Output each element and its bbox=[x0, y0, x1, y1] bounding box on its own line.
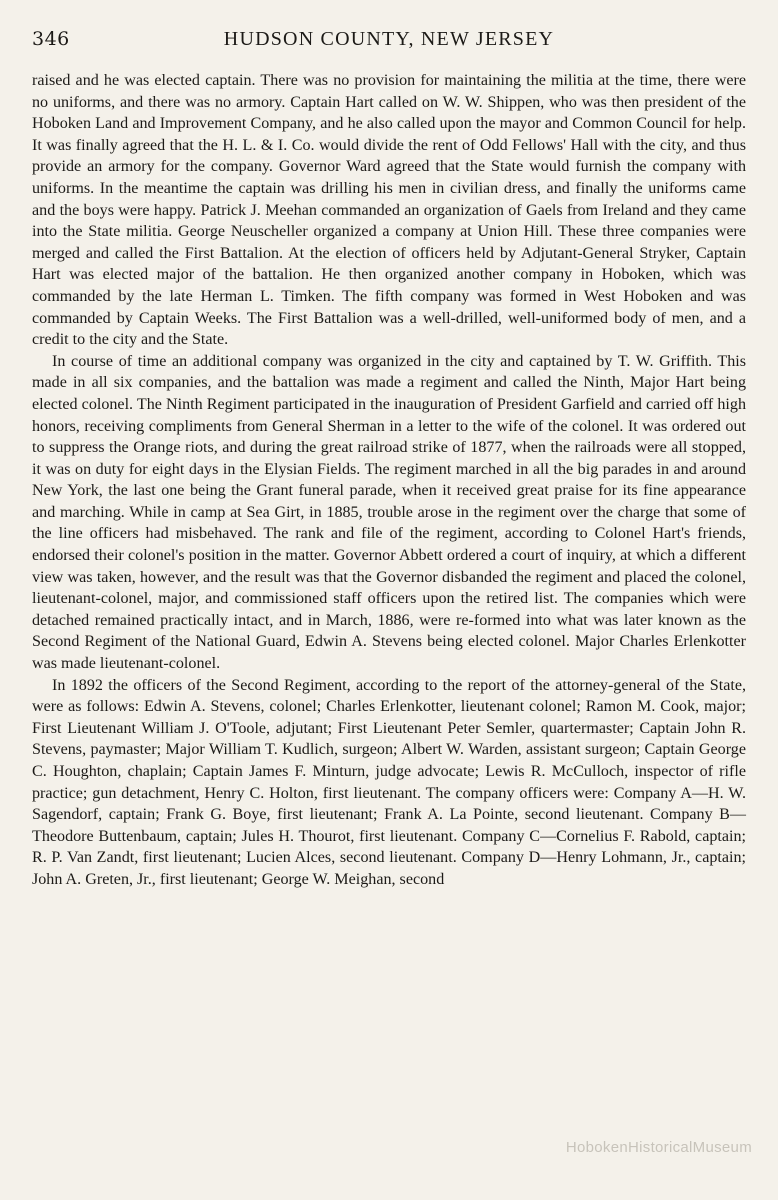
page-number: 346 bbox=[32, 28, 70, 50]
book-page bbox=[32, 26, 746, 891]
watermark: HobokenHistoricalMuseum bbox=[565, 1139, 752, 1156]
paragraph-2: In course of time an additional company was organized in the city and captained by T. W. Griffith. This made in all six companies, and the battalion was made a regiment and called the Ninth, Major Hart being elected colonel. The Ninth Regiment participated in the inauguration of President Garfield and carried off high honors, receiving compliments from General Sherman in a letter to the wife of the colonel. It was ordered out to suppress the Orange riots, and during the great railroad strike of 1877, when the railroads were all stopped, it was on duty for eight days in the Elysian Fields. The regiment marched in all the big parades in and around New York, the last one being the Grant funeral parade, when it received great praise for its fine appearance and marching. While in camp at Sea Girt, in 1885, trouble arose in the regiment over the charge that some of the line officers had misbehaved. The rank and file of the regiment, according to Colonel Hart's friends, endorsed their colonel's position in the matter. Governor Abbett ordered a court of inquiry, at which a different view was taken, however, and the result was that the Governor disbanded the regiment and placed the colonel, lieutenant-colonel, major, and commissioned staff officers upon the retired list. The companies which were detached remained practically intact, and in March, 1886, were re-formed into what was later known as the Second Regiment of the National Guard, Edwin A. Stevens being elected colonel. Major Charles Erlenkotter was made lieutenant-colonel. bbox=[32, 352, 746, 673]
paragraph-3: In 1892 the officers of the Second Regiment, according to the report of the attorney-general of the State, were as follows: Edwin A. Stevens, colonel; Charles Erlenkotter, lieutenant colonel; Ramon M. Cook, major; First Lieutenant William J. O'Toole, adjutant; First Lieutenant Peter Semler, quartermaster; Captain John R. Stevens, paymaster; Major William T. Kudlich, surgeon; Albert W. Warden, assistant surgeon; Captain George C. Houghton, chaplain; Captain James F. Minturn, judge advocate; Lewis R. McCulloch, inspector of rifle practice; gun detachment, Henry C. Holton, first lieutenant. The company officers were: Company A—H. W. Sagendorf, captain; Frank G. Boye, first lieutenant; Frank A. La Pointe, second lieutenant. Company B—Theodore Buttenbaum, captain; Jules H. Thourot, first lieutenant. Company C—Cornelius F. Rabold, captain; R. P. Van Zandt, first lieutenant; Lucien Alces, second lieutenant. Company D—Henry Lohmann, Jr., captain; John A. Greten, Jr., first lieutenant; George W. Meighan, second bbox=[32, 676, 746, 888]
paragraph-1: raised and he was elected captain. There was no provision for maintaining the militia at the time, there were no uniforms, and there was no armory. Captain Hart called on W. W. Shippen, who was then president of the Hoboken Land and Improvement Company, and he also called upon the mayor and Common Council for help. It was finally agreed that the H. L. & I. Co. would divide the rent of Odd Fellows' Hall with the city, and thus provide an armory for the company. Governor Ward agreed that the State would furnish the company with uniforms. In the meantime the captain was drilling his men in civilian dress, and finally the uniforms came and the boys were happy. Patrick J. Meehan commanded an organization of Gaels from Ireland and they came into the State militia. George Neuscheller organized a company at Union Hill. These three companies were merged and called the First Battalion. At the election of officers held by Adjutant-General Stryker, Captain Hart was elected major of the battalion. He then organized another company in Hoboken, which was commanded by the late Herman L. Timken. The fifth company was formed in West Hoboken and was commanded by Captain Weeks. The First Battalion was a well-drilled, well-uniformed body of men, and a credit to the city and the State. bbox=[32, 72, 746, 349]
page-header bbox=[32, 26, 746, 66]
running-title: HUDSON COUNTY, NEW JERSEY bbox=[223, 28, 555, 50]
body-text bbox=[32, 70, 746, 891]
